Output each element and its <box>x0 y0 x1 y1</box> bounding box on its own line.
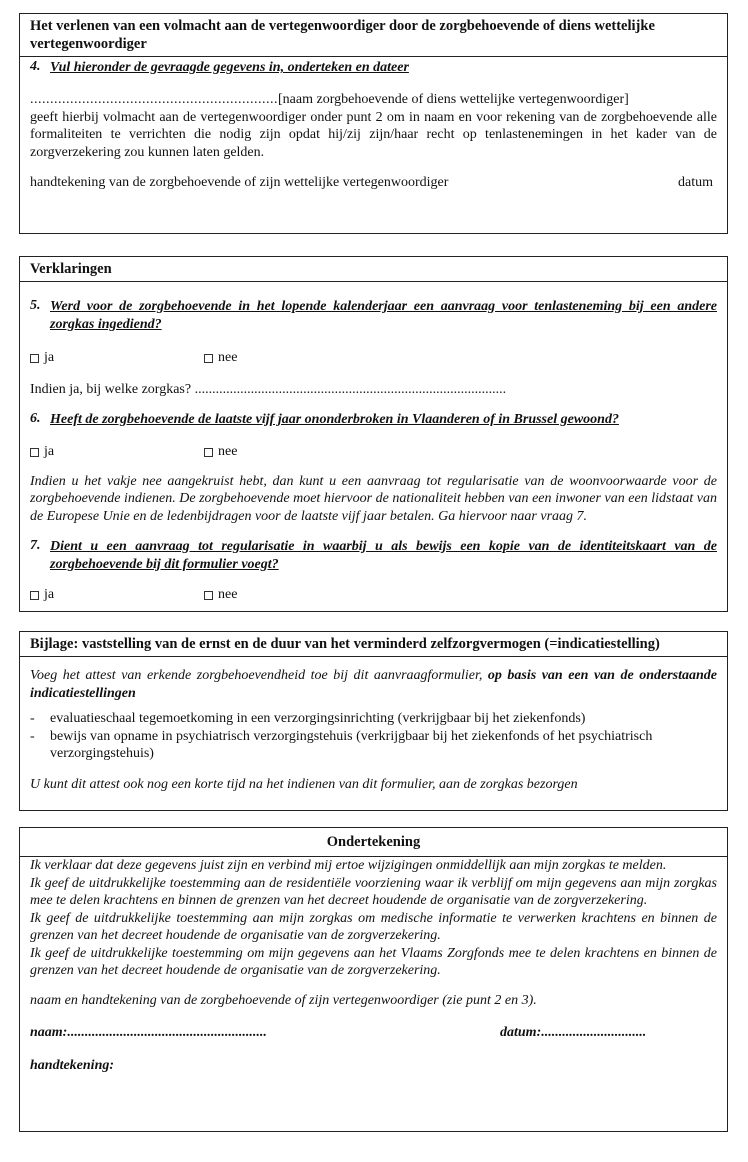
name-dotted-field[interactable]: .............................................................. <box>30 92 278 107</box>
instruction-number: 4. <box>30 59 41 74</box>
verklaringen-section <box>19 256 728 612</box>
checkbox-icon[interactable] <box>204 354 213 363</box>
datum-dots: .............................. <box>541 1025 647 1040</box>
q7-number: 7. <box>30 538 41 553</box>
volmacht-body: geeft hierbij volmacht aan de vertegenwoordiger onder punt 2 om in naam en voor rekening van de zorgbehoevende alle formaliteiten te verrichten die nodig zijn opdat hij/zij zijn/haar recht op tenlastenemingen in het kader van de zorgverzekering zou kunnen laten gelden. <box>30 109 717 160</box>
list-item <box>30 728 717 763</box>
bijlage-intro <box>30 667 717 702</box>
naam-field[interactable] <box>30 1024 500 1042</box>
datum-label: datum: <box>500 1025 542 1040</box>
checkbox-icon[interactable] <box>204 591 213 600</box>
question-7 <box>30 538 717 574</box>
bijlage-header: Bijlage: vaststelling van de ernst en de duur van het verminderd zelfzorgvermogen (=indicatiestelling) <box>20 632 727 657</box>
bullet-dash: - <box>30 711 35 726</box>
verklaringen-header: Verklaringen <box>20 257 727 282</box>
q6-yes-label: ja <box>44 444 55 459</box>
checkbox-icon[interactable] <box>30 448 39 457</box>
naam-datum-row <box>30 1024 717 1042</box>
list-item-text: evaluatieschaal tegemoetkoming in een verzorgingsinrichting (verkrijgbaar bij het ziekenfonds) <box>50 711 586 726</box>
q6-options <box>30 443 717 461</box>
checkbox-icon[interactable] <box>30 591 39 600</box>
volmacht-instruction <box>30 59 717 77</box>
volmacht-section <box>19 13 728 234</box>
signature-label: handtekening van de zorgbehoevende of zijn wettelijke vertegenwoordiger <box>30 175 449 190</box>
question-6 <box>30 411 717 429</box>
statement-4: Ik geef de uitdrukkelijke toestemming om mijn gegevens aan het Vlaams Zorgfonds mee te delen krachtens en binnen de grenzen van het decreet houdende de organisatie van de zorgverzekering. <box>30 945 717 978</box>
datum-field[interactable] <box>500 1024 646 1042</box>
name-placeholder: [naam zorgbehoevende of diens wettelijke vertegenwoordiger] <box>278 92 629 107</box>
q5-text: Werd voor de zorgbehoevende in het lopende kalenderjaar een aanvraag voor tenlasteneming bij een andere zorgkas ingediend? <box>50 299 717 332</box>
bijlage-intro-bold: op basis van een van de onderstaande indicatiestellingen <box>30 668 717 701</box>
bijlage-section <box>19 631 728 811</box>
q5-no-option[interactable] <box>204 349 237 367</box>
bijlage-intro-text: Voeg het attest van erkende zorgbehoevendheid toe bij dit aanvraagformulier, <box>30 668 488 683</box>
q7-options <box>30 586 717 604</box>
name-line <box>30 91 717 109</box>
q5-number: 5. <box>30 298 41 313</box>
statement-1: Ik verklaar dat deze gegevens juist zijn en verbind mij ertoe wijzigingen onmiddellijk aan mijn zorgkas te melden. <box>30 858 667 873</box>
q6-no-label: nee <box>218 444 238 459</box>
naam-label: naam: <box>30 1025 68 1040</box>
checkbox-icon[interactable] <box>204 448 213 457</box>
q6-text: Heeft de zorgbehoevende de laatste vijf jaar ononderbroken in Vlaanderen of in Brussel gewoond? <box>50 412 619 427</box>
q5-yes-option[interactable] <box>30 349 204 367</box>
list-item-text: bewijs van opname in psychiatrisch verzorgingstehuis (verkrijgbaar bij het ziekenfonds of het psychiatrisch verzorgingstehuis) <box>50 728 653 761</box>
q5-no-label: nee <box>218 350 238 365</box>
q5-yes-label: ja <box>44 350 55 365</box>
q7-yes-label: ja <box>44 587 55 602</box>
q7-yes-option[interactable] <box>30 586 204 604</box>
date-label: datum <box>678 175 713 190</box>
q6-note: Indien u het vakje nee aangekruist hebt, dan kunt u een aanvraag tot regularisatie van de woonvoorwaarde voor de zorgbehoevende indienen. De zorgbehoevende moet hiervoor de nationaliteit hebben van een inwoner van een lidstaat van de Europese Unie en de ledenbijdragen voor de laatste vijf jaar betalen. Ga hiervoor naar vraag 7. <box>30 473 717 524</box>
statement-2: Ik geef de uitdrukkelijke toestemming aan de residentiële voorziening waar ik verblijf om mijn gegevens aan mijn zorgkas mee te delen krachtens en binnen de grenzen van het decreet houdende de organisatie van de zorgverzekering. <box>30 875 717 908</box>
volmacht-signature-row <box>30 174 717 192</box>
volmacht-header: Het verlenen van een volmacht aan de vertegenwoordiger door de zorgbehoevende of diens wettelijke vertegenwoordiger <box>20 14 727 57</box>
q7-no-option[interactable] <box>204 586 237 604</box>
naam-dots: ......................................................... <box>67 1025 267 1040</box>
bijlage-list <box>30 710 717 763</box>
question-5 <box>30 298 717 334</box>
instruction-text: Vul hieronder de gevraagde gegevens in, onderteken en dateer <box>50 60 409 75</box>
q7-text: Dient u een aanvraag tot regularisatie in waarbij u als bewijs een kopie van de identiteitskaart van de zorgbehoevende bij dit formulier voegt? <box>50 539 717 572</box>
bijlage-footer: U kunt dit attest ook nog een korte tijd na het indienen van dit formulier, aan de zorgkas bezorgen <box>30 776 578 792</box>
statement-3: Ik geef de uitdrukkelijke toestemming aan mijn zorgkas om medische informatie te verwerken krachtens en binnen de grenzen van het decreet houdende de organisatie van de zorgverzekering. <box>30 910 717 943</box>
handtekening-label[interactable]: handtekening: <box>30 1057 115 1073</box>
q7-no-label: nee <box>218 587 238 602</box>
q5-options <box>30 349 717 367</box>
checkbox-icon[interactable] <box>30 354 39 363</box>
q6-yes-option[interactable] <box>30 443 204 461</box>
sign-note: naam en handtekening van de zorgbehoevende of zijn vertegenwoordiger (zie punt 2 en 3). <box>30 992 537 1008</box>
q6-number: 6. <box>30 411 41 426</box>
ondertekening-section <box>19 827 728 1132</box>
ondertekening-header: Ondertekening <box>20 828 727 857</box>
q6-no-option[interactable] <box>204 443 237 461</box>
q5-followup[interactable]: Indien ja, bij welke zorgkas? ......................................................................................... <box>30 381 507 397</box>
list-item <box>30 710 717 728</box>
bullet-dash: - <box>30 728 35 744</box>
